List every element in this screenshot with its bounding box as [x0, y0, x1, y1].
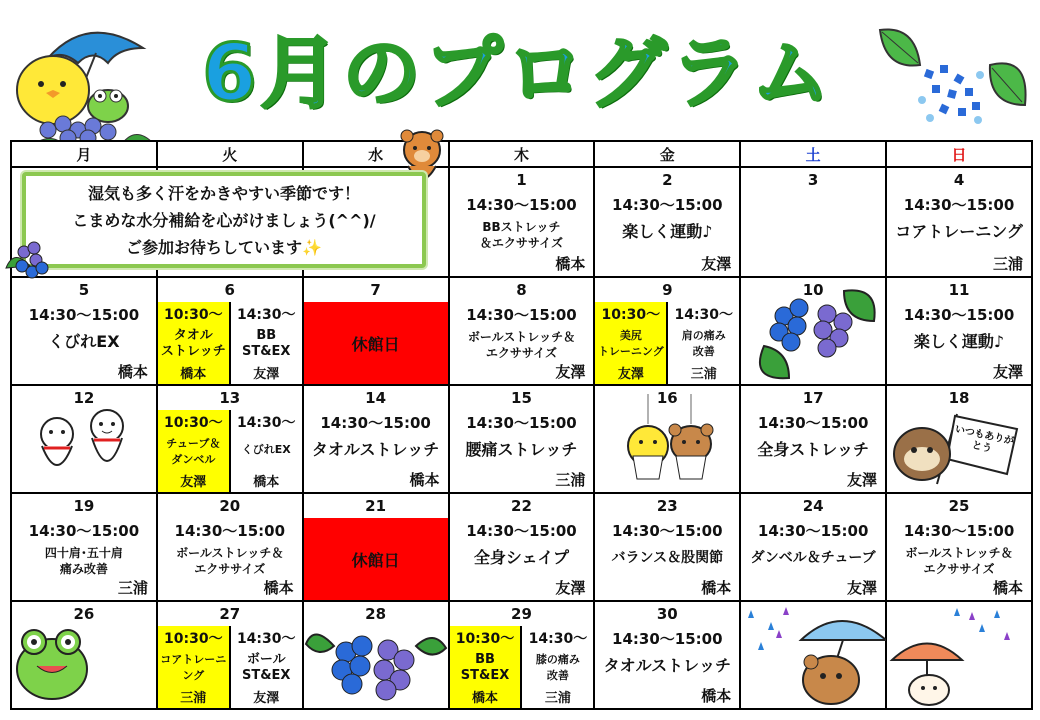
- afternoon-class: 14:30～ ボール ST&EX 友澤: [231, 626, 302, 708]
- instructor: 友澤: [555, 579, 586, 597]
- day-cell-19: [11, 493, 157, 601]
- instructor: 友澤: [253, 367, 280, 382]
- instructor: 三浦: [544, 691, 571, 706]
- day-cell-16: [594, 385, 740, 493]
- class-time: 14:30～15:00: [612, 630, 723, 648]
- day-cell-13: [157, 385, 303, 493]
- day-number: 25: [948, 497, 970, 515]
- day-number: 16: [656, 389, 678, 407]
- afternoon-class: 14:30～ 膝の痛み 改善 三浦: [522, 626, 593, 708]
- weekday-sat: 土: [740, 141, 886, 167]
- class-time: 14:30～15:00: [612, 196, 723, 214]
- day-number: 23: [656, 497, 678, 515]
- day-cell-30: [594, 601, 740, 709]
- week-row: [11, 277, 1032, 385]
- instructor: 三浦: [117, 579, 148, 597]
- class-name: BBストレッチ ＆エクササイズ: [479, 220, 563, 250]
- chick-umbrella-illustration: [8, 18, 158, 158]
- class-name: 腰痛ストレッチ: [465, 440, 578, 459]
- hydrangea-illustration: [749, 286, 879, 381]
- small-hydrangea-illustration: [4, 238, 52, 282]
- instructor: 三浦: [690, 367, 717, 382]
- instructor: 橋本: [180, 367, 207, 382]
- day-cell-18: [886, 385, 1032, 493]
- weekday-wed: 水: [303, 141, 449, 167]
- instructor: 友澤: [555, 363, 586, 381]
- morning-class: 10:30～ BB ST&EX 橋本: [450, 626, 523, 708]
- week-row: [11, 385, 1032, 493]
- day-number: 13: [219, 389, 241, 407]
- day-number: 21: [365, 497, 387, 515]
- day-number: 22: [511, 497, 532, 515]
- day-number: 27: [219, 605, 241, 623]
- day-number: 18: [948, 389, 970, 407]
- day-number: 11: [948, 281, 970, 299]
- weekday-mon: 月: [11, 141, 157, 167]
- notice-line: ご参加お待ちしています✨: [126, 237, 322, 257]
- day-cell-1: [449, 167, 595, 277]
- day-cell-12: [11, 385, 157, 493]
- hydrangea-illustration: [304, 624, 448, 708]
- day-cell-25: [886, 493, 1032, 601]
- day-number: 8: [516, 281, 527, 299]
- day-number: 1: [516, 171, 527, 189]
- day-cell-11: [886, 277, 1032, 385]
- day-number: 7: [370, 281, 381, 299]
- afternoon-class: 14:30～ 肩の痛み 改善 三浦: [668, 302, 739, 384]
- instructor: 三浦: [180, 691, 207, 706]
- class-name: バランス＆股関節: [611, 550, 724, 566]
- morning-class: 10:30～ タオル ストレッチ 橋本: [158, 302, 231, 384]
- day-cell-3: [740, 167, 886, 277]
- class-name: ボールストレッチ＆ エクササイズ: [905, 546, 1013, 576]
- instructor: 橋本: [409, 471, 440, 489]
- day-number: 20: [219, 497, 241, 515]
- day-number: 15: [511, 389, 532, 407]
- instructor: 友澤: [847, 471, 878, 489]
- week-row: [11, 493, 1032, 601]
- leaves-hydrangea-illustration: [870, 20, 1035, 135]
- class-time: 14:30～15:00: [612, 522, 723, 540]
- day-number: 10: [802, 281, 824, 299]
- day-cell-23: [594, 493, 740, 601]
- notice-line: 湿気も多く汗をかきやすい季節です！: [87, 183, 360, 203]
- day-number: 3: [807, 171, 819, 189]
- flag-message: いつもありがとう: [953, 424, 1015, 455]
- day-cell-21: [303, 493, 449, 601]
- instructor: 三浦: [992, 255, 1023, 273]
- day-cell-28: [303, 601, 449, 709]
- weekday-fri: 金: [594, 141, 740, 167]
- weekday-tue: 火: [157, 141, 303, 167]
- class-name: ボールストレッチ＆ エクササイズ: [176, 546, 284, 576]
- instructor: 友澤: [253, 691, 280, 706]
- chick-bear-illustration: [613, 394, 723, 489]
- class-name: タオルストレッチ: [311, 440, 440, 459]
- day-cell-15: [449, 385, 595, 493]
- frog-illustration: [12, 624, 102, 708]
- class-name: くびれEX: [48, 332, 120, 351]
- bear-umbrella-illustration: [741, 602, 886, 706]
- day-number: 24: [802, 497, 824, 515]
- instructor: 橋本: [117, 363, 148, 381]
- instructor: 橋本: [471, 691, 498, 706]
- instructor: 友澤: [847, 579, 878, 597]
- class-time: 14:30～15:00: [28, 306, 140, 324]
- day-number: 12: [73, 389, 95, 407]
- day-number: 14: [365, 389, 387, 407]
- day-cell-26: [11, 601, 157, 709]
- closed-day-badge: 休館日: [304, 518, 448, 600]
- day-cell-10: [740, 277, 886, 385]
- instructor: 友澤: [617, 367, 644, 382]
- instructor: 橋本: [555, 255, 586, 273]
- class-time: 14:30～15:00: [903, 306, 1015, 324]
- morning-class: 10:30～ 美尻 トレーニング 友澤: [595, 302, 668, 384]
- week-row: [11, 601, 1032, 709]
- notice-box: [22, 172, 426, 268]
- class-name: ダンベル＆チューブ: [750, 550, 876, 566]
- instructor: 橋本: [701, 687, 732, 705]
- day-cell-2: [594, 167, 740, 277]
- day-cell-20: [157, 493, 303, 601]
- character-umbrella-illustration: [887, 602, 1032, 706]
- class-time: 14:30～15:00: [466, 414, 577, 432]
- class-name: タオルストレッチ: [603, 656, 731, 675]
- morning-class: 10:30～ チューブ＆ ダンベル 友澤: [158, 410, 231, 492]
- day-cell-4: [886, 167, 1032, 277]
- empty-day-cell: [886, 601, 1032, 709]
- day-cell-7: [303, 277, 449, 385]
- day-number: 19: [73, 497, 95, 515]
- day-cell-6: [157, 277, 303, 385]
- teru-teru-bozu-illustration: [22, 404, 142, 489]
- instructor: 橋本: [992, 579, 1023, 597]
- class-name: コアトレーニング: [895, 222, 1023, 241]
- weekday-thu: 木: [449, 141, 595, 167]
- day-number: 2: [662, 171, 673, 189]
- class-time: 14:30～15:00: [466, 522, 577, 540]
- instructor: 三浦: [555, 471, 586, 489]
- instructor: 友澤: [701, 255, 732, 273]
- day-cell-5: [11, 277, 157, 385]
- day-cell-14: [303, 385, 449, 493]
- class-time: 14:30～15:00: [466, 196, 577, 214]
- class-time: 14:30～15:00: [466, 306, 577, 324]
- day-number: 5: [78, 281, 90, 299]
- day-cell-9: [594, 277, 740, 385]
- class-time: 14:30～15:00: [28, 522, 140, 540]
- notice-line: こまめな水分補給を心がけましょう(^^)/: [72, 210, 376, 230]
- instructor: 橋本: [701, 579, 732, 597]
- day-number: 26: [73, 605, 95, 623]
- class-name: 楽しく運動♪: [622, 222, 713, 241]
- instructor: 友澤: [992, 363, 1023, 381]
- empty-day-cell: [740, 601, 886, 709]
- class-time: 14:30～15:00: [903, 522, 1015, 540]
- day-number: 9: [662, 281, 673, 299]
- afternoon-class: 14:30～ くびれEX 橋本: [231, 410, 302, 492]
- page-title: 6月のプログラム: [202, 29, 834, 119]
- day-number: 6: [224, 281, 235, 299]
- day-cell-29: [449, 601, 595, 709]
- class-name: ボールストレッチ＆ エクササイズ: [467, 330, 576, 360]
- day-number: 4: [953, 171, 965, 189]
- class-name: 四十肩･五十肩 痛み改善: [44, 546, 123, 576]
- class-time: 14:30～15:00: [757, 414, 869, 432]
- day-number: 17: [802, 389, 824, 407]
- class-name: 全身ストレッチ: [757, 440, 870, 459]
- class-time: 14:30～15:00: [174, 522, 286, 540]
- day-cell-24: [740, 493, 886, 601]
- day-cell-22: [449, 493, 595, 601]
- instructor: 橋本: [253, 475, 280, 490]
- afternoon-class: 14:30～ BB ST&EX 友澤: [231, 302, 302, 384]
- class-time: 14:30～15:00: [320, 414, 431, 432]
- day-number: 28: [365, 605, 387, 623]
- class-name: 楽しく運動♪: [913, 332, 1005, 351]
- closed-day-badge: 休館日: [304, 302, 448, 384]
- weekday-sun: 日: [886, 141, 1032, 167]
- day-cell-17: [740, 385, 886, 493]
- instructor: 友澤: [180, 475, 207, 490]
- day-cell-27: [157, 601, 303, 709]
- morning-class: 10:30～ コアトレーニ ング 三浦: [158, 626, 231, 708]
- class-time: 14:30～15:00: [903, 196, 1015, 214]
- day-number: 30: [656, 605, 678, 623]
- weekday-header-row: [11, 141, 1032, 167]
- instructor: 橋本: [263, 579, 294, 597]
- class-name: 全身シェイプ: [473, 548, 570, 567]
- class-time: 14:30～15:00: [757, 522, 869, 540]
- day-cell-8: [449, 277, 595, 385]
- day-number: 29: [511, 605, 532, 623]
